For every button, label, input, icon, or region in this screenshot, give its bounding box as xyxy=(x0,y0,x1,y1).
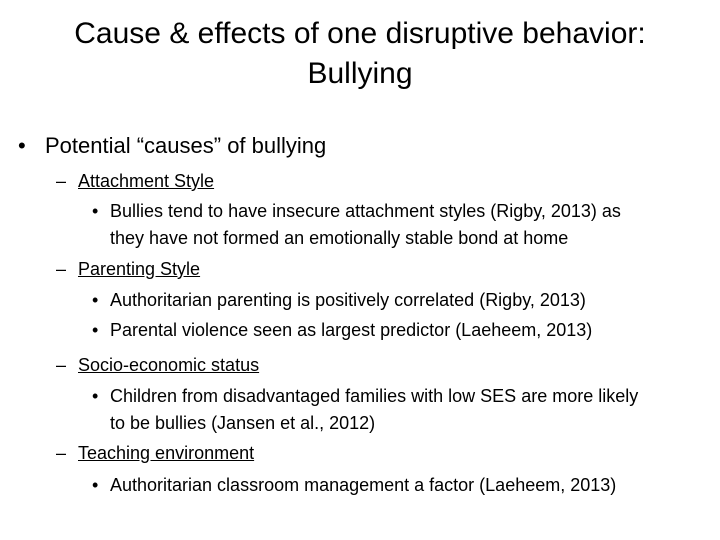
bullet-marker: • xyxy=(18,133,26,158)
item-text: Authoritarian classroom management a factor (Laeheem, 2013) xyxy=(110,475,617,495)
dash-marker: – xyxy=(56,355,67,375)
dash-marker: – xyxy=(56,171,67,191)
sub-bullet-marker: • xyxy=(92,386,99,406)
item-text: Children from disadvantaged families with low SES are more likely xyxy=(110,386,639,406)
section-heading-parenting: Parenting Style xyxy=(78,259,201,279)
item-text-continued: to be bullies (Jansen et al., 2012) xyxy=(110,413,376,433)
dash-marker: – xyxy=(56,443,67,463)
sub-bullet-marker: • xyxy=(92,475,99,495)
sub-bullet-marker: • xyxy=(92,290,99,310)
title-line-2: Bullying xyxy=(307,57,413,90)
item-text: Bullies tend to have insecure attachment styles (Rigby, 2013) as xyxy=(110,201,621,221)
dash-marker: – xyxy=(56,259,67,279)
item-text: Parental violence seen as largest predictor (Laeheem, 2013) xyxy=(110,320,593,340)
sub-bullet-marker: • xyxy=(92,201,99,221)
title-line-1: Cause & effects of one disruptive behavior: xyxy=(74,17,646,50)
section-heading-attachment: Attachment Style xyxy=(78,171,215,191)
item-text-continued: they have not formed an emotionally stable bond at home xyxy=(110,228,569,248)
sub-bullet-marker: • xyxy=(92,320,99,340)
item-text: Authoritarian parenting is positively correlated (Rigby, 2013) xyxy=(110,290,586,310)
section-heading-ses: Socio-economic status xyxy=(78,355,260,375)
section-heading-teaching: Teaching environment xyxy=(78,443,255,463)
main-point: Potential “causes” of bullying xyxy=(45,133,327,158)
